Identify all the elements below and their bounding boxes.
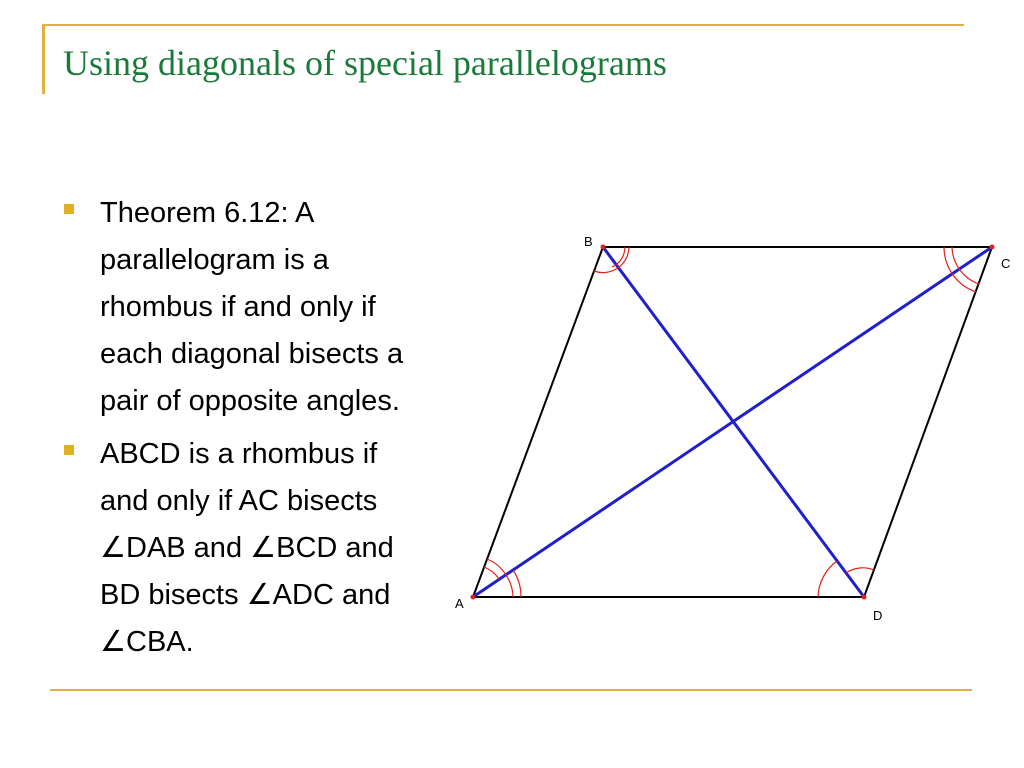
arc-angle-a-3 [484,567,499,579]
square-bullet-icon [64,204,74,214]
bullet-list [62,190,492,672]
slide-title: Using diagonals of special parallelograms [63,43,667,83]
diagonal-bd [603,247,864,597]
footer-rule [50,689,972,691]
side-ab [473,247,603,597]
arc-angle-c-4 [953,275,976,292]
arc-angle-d-2 [846,568,874,573]
vertex-a [471,595,476,600]
arc-angle-c-3 [960,270,979,284]
title-accent-rule [42,24,964,26]
label-d: D [873,608,883,623]
bullet-text: ABCD is a rhombus if and only if AC bisects ∠DAB and ∠BCD and BD bisects ∠ADC and ∠CBA. [100,438,394,658]
arc-angle-a-1 [506,575,513,597]
rhombus-diagonals [473,247,992,597]
bullet-item-theorem [62,190,492,425]
arc-angle-d [818,561,837,597]
title-accent-bar [42,24,45,94]
bullet-text: Theorem 6.12: A parallelogram is a rhombus if and only if each diagonal bisects a pair of opposite angles. [100,197,404,417]
side-cd [864,247,992,597]
vertex-d [862,595,867,600]
label-a: A [455,596,464,611]
label-c: C [1001,256,1011,271]
arc-angle-c-1 [952,247,960,270]
label-b: B [584,234,593,249]
vertex-b [601,245,606,250]
square-bullet-icon [64,445,74,455]
bullet-item-example [62,431,492,666]
arc-angle-a-2 [513,570,521,597]
arc-angle-c-2 [944,247,953,275]
vertex-c [990,245,995,250]
arc-angle-a-4 [487,559,506,575]
rhombus-diagram [440,220,1020,640]
